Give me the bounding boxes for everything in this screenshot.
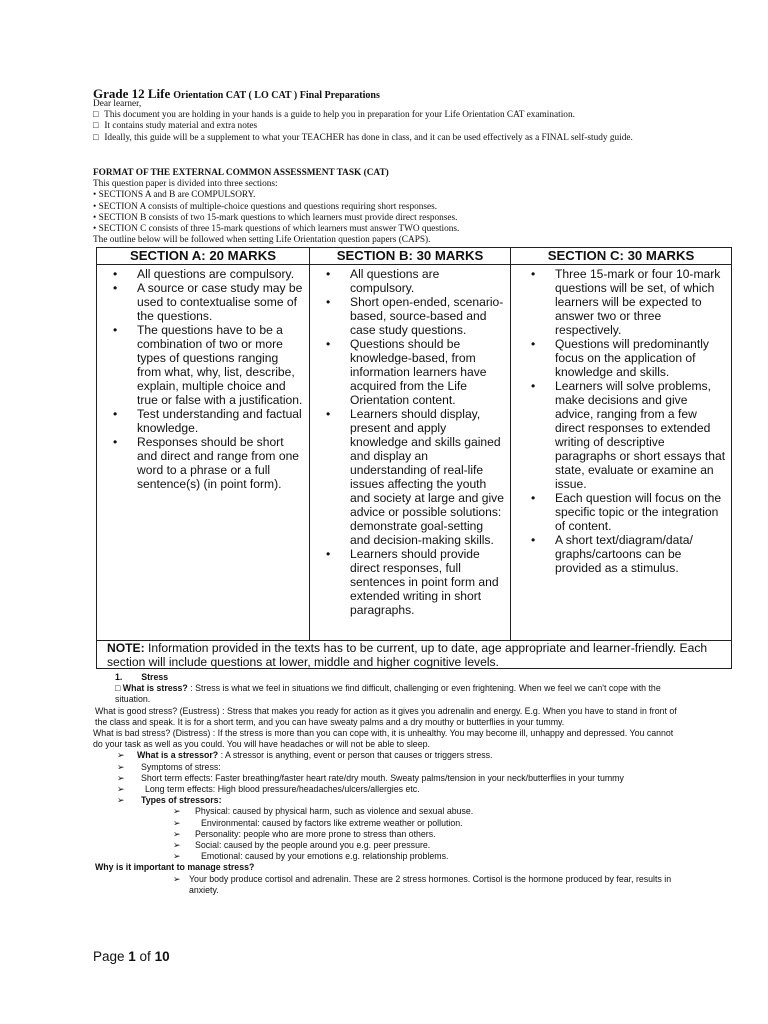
format-line: The outline below will be followed when setting Life Orientation question papers (CAPS). <box>93 235 431 246</box>
stressor-type-item: ➢ Personality: people who are more prone to stress than others. <box>173 828 436 839</box>
checkbox-glyph-icon: □ <box>93 132 99 143</box>
list-item: • The questions have to be a combination of two or more types of questions ranging from what, why, list, describe, explain, multiple choice and true or false with a justification. <box>113 323 303 407</box>
checkbox-glyph-icon: □ <box>115 683 121 694</box>
arrow-bullet-icon: ➢ <box>173 806 181 817</box>
list-item: • Questions should be knowledge-based, from information learners have acquired from the Life Orientation content. <box>326 337 487 407</box>
intro-bullet: □ This document you are holding in your hands is a guide to help you in preparation for your Life Orientation CAT examination. <box>93 110 575 121</box>
arrow-bullet-icon: ➢ <box>173 840 181 851</box>
list-item: • Three 15-mark or four 10-mark questions will be set, of which learners will be expected to answer two or three respectively. <box>531 267 721 337</box>
list-item: • A short text/diagram/data/ graphs/cartoons can be provided as a stimulus. <box>531 533 693 575</box>
stressor-type-item: ➢ Environmental: caused by factors like extreme weather or pollution. <box>173 817 463 828</box>
arrow-bullet-icon: ➢ <box>173 828 181 839</box>
format-line: • SECTION C consists of three 15-mark questions of which learners must answer TWO questions. <box>93 224 460 235</box>
section-a-column <box>97 248 310 640</box>
arrow-bullet-icon: ➢ <box>117 772 125 783</box>
checkbox-glyph-icon: □ <box>93 121 99 132</box>
format-line: • SECTIONS A and B are COMPULSORY. <box>93 190 256 201</box>
list-item: • Responses should be short and direct and range from one word to a phrase or a full sentence(s) (in point form). <box>113 435 300 491</box>
intro-bullet: □ It contains study material and extra notes <box>93 121 258 132</box>
list-item: • All questions are compulsory. <box>326 267 440 295</box>
stressor-type-item: ➢ Emotional: caused by your emotions e.g. relationship problems. <box>173 851 449 862</box>
arrow-bullet-icon: ➢ <box>173 873 181 884</box>
checkbox-glyph-icon: □ <box>93 110 99 121</box>
stress-topic-heading: 1. Stress <box>115 672 169 682</box>
cat-outline-table <box>96 247 732 669</box>
list-item: • Learners will solve problems, make decisions and give advice, ranging from a few direct responses to extended writing of descriptive paragraphs or short essays that state, evaluate or examine an issue. <box>531 379 726 491</box>
list-item: • Learners should provide direct responses, full sentences in point form and extended writing in short paragraphs. <box>326 547 499 617</box>
list-item: • All questions are compulsory. <box>113 267 295 281</box>
why-manage-heading: Why is it important to manage stress? <box>95 862 255 873</box>
what-is-stress: □ What is stress? : Stress is what we feel in situations we find difficult, challenging or even frightening. When we feel we can't cope with the situation. <box>115 683 661 705</box>
types-heading: ➢ Types of stressors: <box>117 795 222 806</box>
section-b-column <box>310 248 511 640</box>
stress-section <box>93 672 678 896</box>
section-c-heading: SECTION C: 30 MARKS <box>511 248 731 265</box>
stressor-type-item: ➢ Physical: caused by physical harm, such as violence and sexual abuse. <box>173 806 474 817</box>
section-c-column <box>511 248 731 640</box>
table-note <box>97 640 731 668</box>
arrow-bullet-icon: ➢ <box>173 817 181 828</box>
format-heading: FORMAT OF THE EXTERNAL COMMON ASSESSMENT TASK (CAT) <box>93 168 389 178</box>
format-line: • SECTION B consists of two 15-mark questions to which learners must provide direct responses. <box>93 212 458 223</box>
long-term-effects: ➢ Long term effects: High blood pressure/headaches/ulcers/allergies etc. <box>117 784 420 795</box>
arrow-bullet-icon: ➢ <box>117 761 125 772</box>
arrow-bullet-icon: ➢ <box>117 750 125 761</box>
section-b-heading: SECTION B: 30 MARKS <box>310 248 510 265</box>
list-item: • Each question will focus on the specific topic or the integration of content. <box>531 491 722 533</box>
list-item: • Learners should display, present and apply knowledge and skills gained and display an understanding of real-life issues affecting the youth and society at large and give advice or possible solutions: demonstrate goal-setting and decision-making skills. <box>326 407 504 547</box>
list-item: • Test understanding and factual knowledge. <box>113 407 302 435</box>
stressor-type-item: ➢ Social: caused by the people around you e.g. peer pressure. <box>173 840 431 851</box>
note-label: NOTE: <box>107 641 145 655</box>
arrow-bullet-icon: ➢ <box>173 851 181 862</box>
greeting: Dear learner, <box>93 99 142 109</box>
short-term-effects: ➢ Short term effects: Faster breathing/faster heart rate/dry mouth. Sweaty palms/tension in your neck/butterflies in your tummy <box>117 772 624 783</box>
format-line: • SECTION A consists of multiple-choice questions and questions requiring short responses. <box>93 201 438 212</box>
arrow-bullet-icon: ➢ <box>117 795 125 806</box>
list-item: • Short open-ended, scenario-based, source-based and case study questions. <box>326 295 504 337</box>
symptoms-heading: ➢ Symptoms of stress: <box>117 761 221 772</box>
intro-bullet: □ Ideally, this guide will be a supplement to what your TEACHER has done in class, and it can be used effectively as a FINAL self-study guide. <box>93 132 633 143</box>
arrow-bullet-icon: ➢ <box>117 784 125 795</box>
page-number: Page 1 of 10 <box>93 949 170 964</box>
format-line: This question paper is divided into three sections: <box>93 179 278 190</box>
note-text: Information provided in the texts has to be current, up to date, age appropriate and learner-friendly. Each section will include questions at lower, middle and higher cognitive levels. <box>107 641 708 669</box>
format-block <box>93 168 693 246</box>
bad-stress: What is bad stress? (Distress) : If the stress is more than you can cope with, it is unhealthy. You may become ill, unhappy and depressed. You cannot do your task as well as you could. You will have headaches or will not be able to sleep. <box>93 728 674 750</box>
intro-block <box>93 99 693 144</box>
good-stress: What is good stress? (Eustress) : Stress that makes you ready for action as it gives you adrenalin and energy. E.g. When you have to stand in front of the class and speak. It is for a short term, and you can have sweaty palms and a dry mouthy or butterflies in your tummy. <box>95 705 677 727</box>
list-item: • Questions will predominantly focus on the application of knowledge and skills. <box>531 337 709 379</box>
list-item: • A source or case study may be used to contextualise some of the questions. <box>113 281 303 323</box>
why-manage-item: ➢ Your body produce cortisol and adrenalin. These are 2 stress hormones. Cortisol is the hormone produced by fear, results in anxiety. <box>173 873 672 895</box>
title-rest: Orientation CAT ( LO CAT ) Final Preparations <box>173 90 380 101</box>
stressor-definition: ➢ What is a stressor? : A stressor is anything, event or person that causes or triggers stress. <box>117 750 493 761</box>
title-grade: Grade 12 Life <box>93 86 171 101</box>
section-a-heading: SECTION A: 20 MARKS <box>97 248 309 265</box>
